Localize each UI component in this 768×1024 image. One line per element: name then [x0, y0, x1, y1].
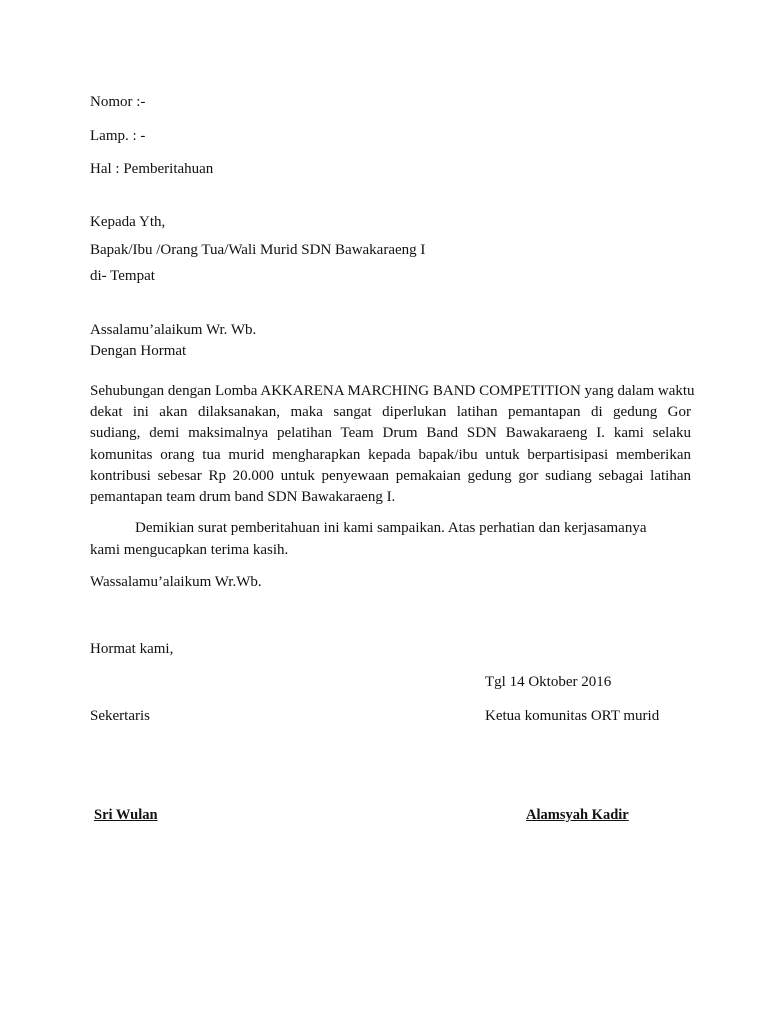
- body-paragraph: [90, 381, 695, 508]
- closing-paragraph: [90, 517, 691, 561]
- signature-right-title: Ketua komunitas ORT murid: [485, 708, 660, 724]
- body-line: sudiang, demi maksimalnya pelatihan Team Drum Band SDN Bawakaraeng I. kami selaku: [90, 425, 691, 442]
- body-line: pemantapan team drum band SDN Bawakaraeng I.: [90, 488, 396, 505]
- greeting-hormat: Dengan Hormat: [90, 343, 187, 359]
- closing-wassalam: Wassalamu’alaikum Wr.Wb.: [90, 574, 262, 590]
- letter-number: Nomor :-: [90, 94, 146, 110]
- recipient-name: Bapak/Ibu /Orang Tua/Wali Murid SDN Bawakaraeng I: [90, 242, 426, 258]
- recipient-salutation: Kepada Yth,: [90, 214, 166, 230]
- closing-line: kami mengucapkan terima kasih.: [90, 542, 289, 558]
- letter-subject: Hal : Pemberitahuan: [90, 161, 214, 177]
- signature-left-title: Sekertaris: [90, 708, 150, 724]
- greeting-salam: Assalamu’alaikum Wr. Wb.: [90, 322, 257, 338]
- signature-left-name: Sri Wulan: [94, 807, 158, 823]
- body-line: dekat ini akan dilaksanakan, maka sangat diperlukan latihan pemantapan di gedung Gor: [90, 404, 691, 421]
- recipient-place: di- Tempat: [90, 268, 155, 284]
- body-line: komunitas orang tua murid mengharapkan kepada bapak/ibu untuk berpartisipasi memberikan: [90, 446, 691, 463]
- letter-attachment: Lamp. : -: [90, 128, 146, 144]
- signature-regards: Hormat kami,: [90, 641, 174, 657]
- body-line: Sehubungan dengan Lomba AKKARENA MARCHING BAND COMPETITION yang dalam waktu: [90, 383, 695, 399]
- signature-right-name: Alamsyah Kadir: [526, 807, 629, 823]
- letter-date: Tgl 14 Oktober 2016: [485, 674, 612, 690]
- body-line: kontribusi sebesar Rp 20.000 untuk penyewaan pemakaian gedung gor sudiang sebagai latihan: [90, 467, 691, 484]
- closing-line: Demikian surat pemberitahuan ini kami sampaikan. Atas perhatian dan kerjasamanya: [135, 520, 647, 536]
